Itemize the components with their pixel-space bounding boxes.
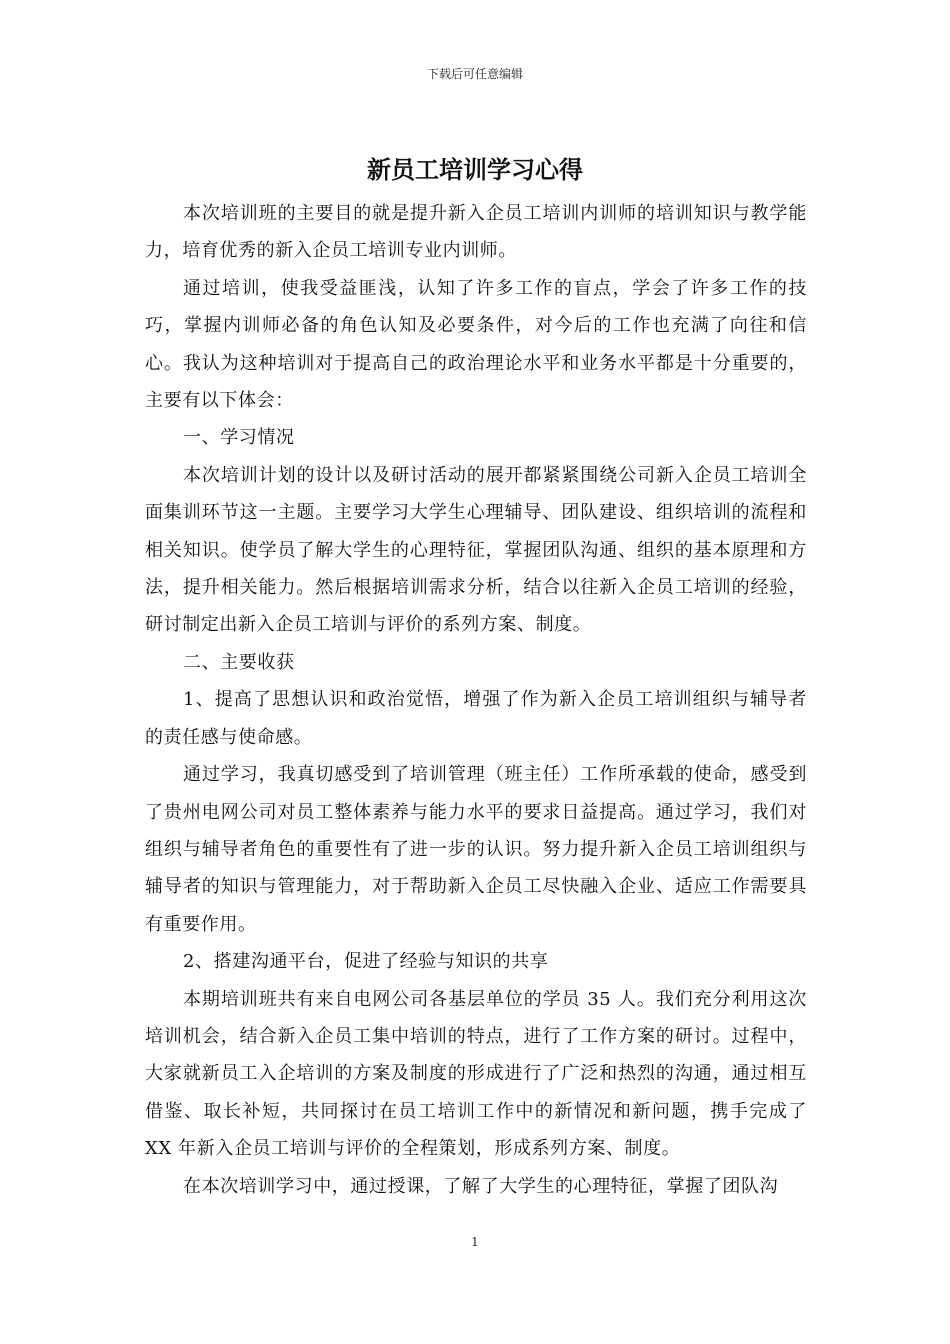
page-number: 1	[471, 1235, 479, 1249]
document-body	[145, 195, 807, 1205]
paragraph-gain-2-heading: 2、搭建沟通平台，促进了经验与知识的共享	[183, 951, 549, 973]
section-heading-main-gains: 二、主要收获	[183, 651, 295, 673]
paragraph-benefits: 通过培训，使我受益匪浅，认知了许多工作的盲点，学会了许多工作的技巧，掌握内训师必备的角色认知及必要条件，对今后的工作也充满了向往和信心。我认为这种培训对于提高自己的政治理论水平和业务水平都是十分重要的，主要有以下体会：	[145, 277, 807, 412]
paragraph-study-situation: 本次培训计划的设计以及研讨活动的展开都紧紧围绕公司新入企员工培训全面集训环节这一主题。主要学习大学生心理辅导、团队建设、组织培训的流程和相关知识。使学员了解大学生的心理特征，掌握团队沟通、组织的基本原理和方法，提升相关能力。然后根据培训需求分析，结合以往新入企员工培训的经验，研讨制定出新入企员工培训与评价的系列方案、制度。	[145, 464, 807, 636]
paragraph-continued: 在本次培训学习中，通过授课，了解了大学生的心理特征，掌握了团队沟	[183, 1175, 779, 1197]
document-title: 新员工培训学习心得	[367, 155, 583, 184]
paragraph-gain-2-detail: 本期培训班共有来自电网公司各基层单位的学员 35 人。我们充分利用这次培训机会，结合新入企员工集中培训的特点，进行了工作方案的研讨。过程中，大家就新员工入企培训的方案及制度的形成进行了广泛和热烈的沟通，通过相互借鉴、取长补短，共同探讨在员工培训工作中的新情况和新问题，携手完成了 XX 年新入企员工培训与评价的全程策划，形成系列方案、制度。	[145, 988, 807, 1160]
paragraph-intro: 本次培训班的主要目的就是提升新入企员工培训内训师的培训知识与教学能力，培育优秀的新入企员工培训专业内训师。	[145, 203, 807, 262]
header-note: 下载后可任意编辑	[426, 67, 523, 81]
paragraph-gain-1-detail: 通过学习，我真切感受到了培训管理（班主任）工作所承载的使命，感受到了贵州电网公司对员工整体素养与能力水平的要求日益提高。通过学习，我们对组织与辅导者角色的重要性有了进一步的认识。努力提升新入企员工培训组织与辅导者的知识与管理能力，对于帮助新入企员工尽快融入企业、适应工作需要具有重要作用。	[145, 764, 807, 935]
section-heading-study-situation: 一、学习情况	[183, 427, 295, 449]
paragraph-gain-1-heading: 1、提高了思想认识和政治觉悟，增强了作为新入企员工培训组织与辅导者的责任感与使命感。	[145, 689, 807, 748]
